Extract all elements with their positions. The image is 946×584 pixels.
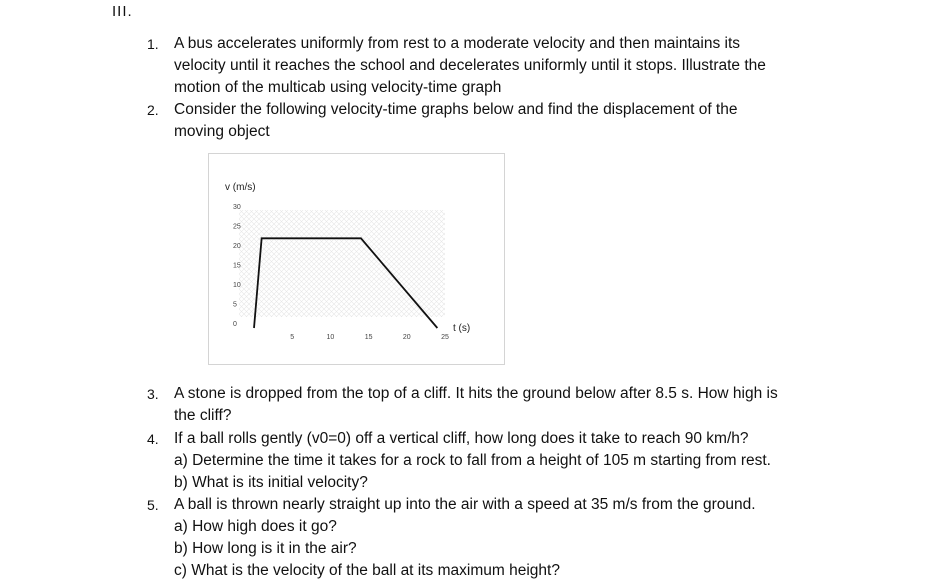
- x-tick-label: 5: [290, 334, 295, 341]
- question-5-number: 5.: [147, 497, 159, 513]
- y-tick-label: 15: [233, 262, 241, 270]
- y-tick-label: 30: [233, 204, 241, 211]
- velocity-time-graph: [208, 153, 505, 365]
- question-3-line: the cliff?: [174, 407, 232, 424]
- question-4-number: 4.: [147, 431, 159, 447]
- question-2-line: Consider the following velocity-time graphs below and find the displacement of the: [174, 101, 738, 118]
- question-4-line: If a ball rolls gently (v0=0) off a vertical cliff, how long does it take to reach 90 km/h?: [174, 430, 749, 447]
- question-2-line: moving object: [174, 123, 270, 140]
- question-5-line: A ball is thrown nearly straight up into the air with a speed at 35 m/s from the ground.: [174, 496, 756, 513]
- question-5-part-c: c) What is the velocity of the ball at its maximum height?: [174, 562, 560, 579]
- question-3-number: 3.: [147, 386, 159, 402]
- y-axis-label: v (m/s): [225, 182, 256, 193]
- y-tick-label: 20: [233, 243, 241, 250]
- y-tick-label: 10: [233, 282, 241, 289]
- question-5-part-b: b) How long is it in the air?: [174, 540, 357, 557]
- question-1-line: motion of the multicab using velocity-time graph: [174, 79, 502, 96]
- x-axis-label: t (s): [453, 323, 471, 334]
- question-1-line: velocity until it reaches the school and decelerates uniformly until it stops. Illustrate the: [174, 57, 766, 74]
- question-1-number: 1.: [147, 36, 159, 52]
- question-2: [147, 99, 737, 143]
- y-tick-label: 0: [233, 321, 237, 328]
- question-1-line: A bus accelerates uniformly from rest to a moderate velocity and then maintains its: [174, 35, 741, 52]
- x-tick-label: 15: [364, 334, 373, 341]
- y-tick-label: 25: [233, 223, 241, 231]
- question-4-part-b: b) What is its initial velocity?: [174, 474, 368, 491]
- question-5: [147, 494, 756, 517]
- section-label: III.: [112, 3, 133, 20]
- x-tick-label: 25: [441, 334, 449, 341]
- y-tick-label: 5: [233, 301, 237, 309]
- x-tick-label: 10: [326, 334, 335, 341]
- question-5-part-a: a) How high does it go?: [174, 518, 337, 535]
- velocity-time-chart: [209, 154, 504, 364]
- question-4-part-a: a) Determine the time it takes for a rock to fall from a height of 105 m starting from rest.: [174, 452, 771, 469]
- question-3: [147, 383, 778, 427]
- question-1: [147, 33, 766, 99]
- question-4: [147, 428, 749, 451]
- question-2-number: 2.: [147, 102, 159, 118]
- question-3-line: A stone is dropped from the top of a cliff. It hits the ground below after 8.5 s. How high is: [174, 385, 778, 402]
- x-tick-label: 20: [402, 334, 411, 341]
